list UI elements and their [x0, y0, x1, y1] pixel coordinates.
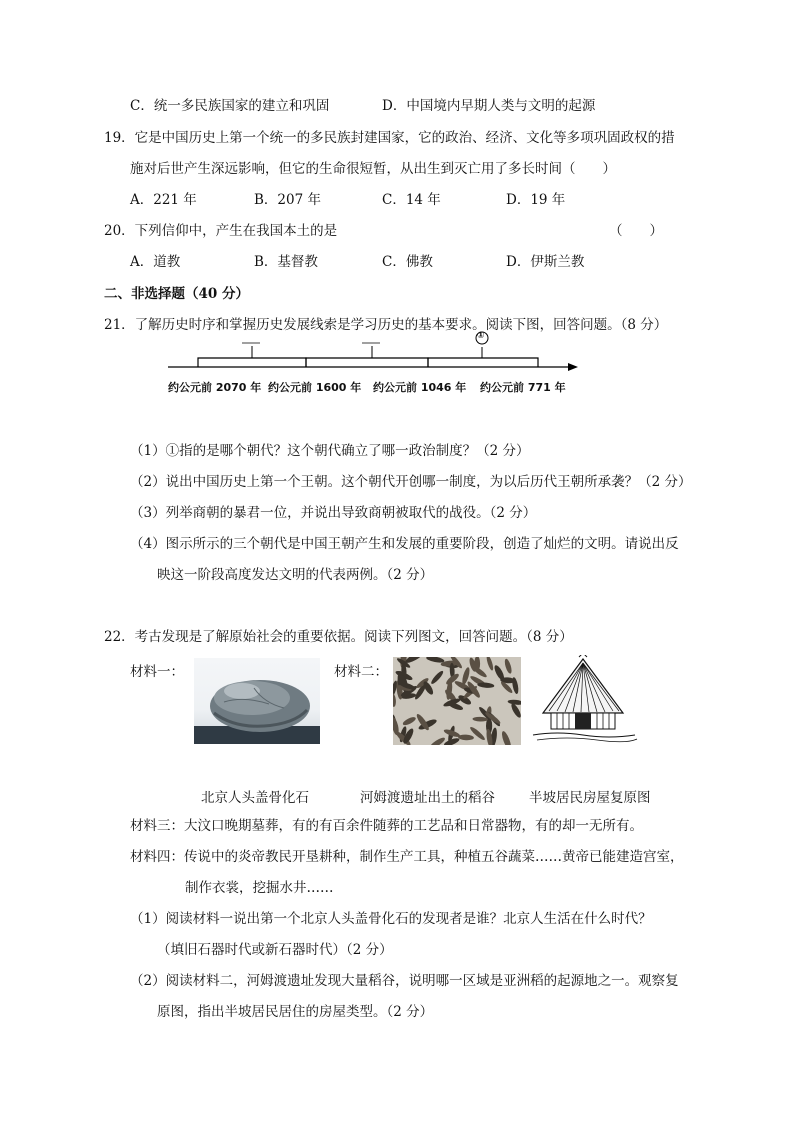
- q22-sub1-line1: （1）阅读材料一说出第一个北京人头盖骨化石的发现者是谁？北京人生活在什么时代？: [130, 911, 652, 927]
- timeline-arrowhead: [568, 363, 578, 371]
- material3-text: 材料三：大汶口晚期墓葬，有的有百余件随葬的工艺品和日常器物，有的却一无所有。: [130, 818, 643, 834]
- q19-stem-line2: 施对后世产生深远影响，但它的生命很短暂，从出生到灭亡用了多长时间（ ）: [130, 161, 616, 177]
- timeline-label-1: 约公元前 2070 年: [168, 381, 262, 394]
- material2-label: 材料二：: [334, 664, 388, 680]
- q20-option-d: D．伊斯兰教: [506, 254, 585, 270]
- q19-option-b: B．207 年: [254, 192, 321, 208]
- rice-grain: [485, 657, 494, 671]
- caption-rice: 河姆渡遗址出土的稻谷: [360, 790, 495, 806]
- material1-label: 材料一：: [130, 664, 184, 680]
- q19-option-a: A．221 年: [130, 192, 197, 208]
- q21-sub4-line1: （4）图示所示的三个朝代是中国王朝产生和发展的重要阶段，创造了灿烂的文明。请说出反: [130, 536, 679, 552]
- caption-skull: 北京人头盖骨化石: [201, 790, 309, 806]
- q22-sub2-line1: （2）阅读材料二，河姆渡遗址发现大量稻谷，说明哪一区域是亚洲稻的起源地之一。观察复: [130, 973, 679, 989]
- q18-option-d: D．中国境内早期人类与文明的起源: [382, 98, 596, 114]
- q21-sub1: （1）①指的是哪个朝代？这个朝代确立了哪一政治制度？（2 分）: [130, 443, 530, 459]
- q19-option-d: D．19 年: [506, 192, 566, 208]
- rice-grain: [493, 664, 506, 682]
- skull-fossil-image: [194, 658, 320, 744]
- rice-grain: [430, 669, 445, 685]
- timeline-diagram: [160, 330, 585, 400]
- material4-line1: 材料四：传说中的炎帝教民开垦耕种，制作生产工具，种植五谷蔬菜……黄帝已能建造宫室，: [130, 849, 684, 865]
- q20-option-a: A．道教: [130, 254, 181, 270]
- segment-shang: [306, 358, 428, 367]
- rice-grain: [402, 715, 417, 726]
- q20-stem: 20．下列信仰中，产生在我国本土的是: [104, 223, 338, 239]
- q21-sub2: （2）说出中国历史上第一个王朝。这个朝代开创哪一制度，为以后历代王朝所承袭？（2 分）: [130, 474, 692, 490]
- q21-sub3: （3）列举商朝的暴君一位，并说出导致商朝被取代的战役。（2 分）: [130, 505, 537, 521]
- q20-option-c: C．佛教: [382, 254, 433, 270]
- q19-stem-line1: 19．它是中国历史上第一个统一的多民族封建国家，它的政治、经济、文化等多项巩固政权的措: [104, 130, 675, 146]
- rice-grain: [500, 730, 513, 745]
- q20-option-b: B．基督教: [254, 254, 318, 270]
- segment-xia: [198, 358, 306, 367]
- timeline-label-3: 约公元前 1046 年: [373, 381, 467, 394]
- q18-option-c: C．统一多民族国家的建立和巩固: [130, 98, 330, 114]
- rice-grain: [458, 734, 474, 740]
- rice-grain: [503, 658, 512, 674]
- q21-sub4-line2: 映这一阶段高度发达文明的代表两例。（2 分）: [157, 567, 434, 583]
- timeline-label-4: 约公元前 771 年: [480, 381, 566, 394]
- rice-grains-image: [393, 657, 521, 745]
- timeline-label-2: 约公元前 1600 年: [268, 381, 362, 394]
- timeline-circled-marker: ①: [477, 331, 485, 341]
- banpo-house-image: [527, 655, 639, 745]
- rice-grain: [393, 693, 397, 708]
- q22-sub1-line2: （填旧石器时代或新石器时代）（2 分）: [157, 942, 393, 958]
- caption-house: 半坡居民房屋复原图: [529, 790, 651, 806]
- material4-line2: 制作衣裳，挖掘水井……: [185, 880, 334, 896]
- segment-zhou: [428, 358, 538, 367]
- q21-stem: 21．了解历史时序和掌握历史发展线索是学习历史的基本要求。阅读下图，回答问题。（8 分）: [104, 317, 668, 333]
- rice-grain: [472, 717, 488, 722]
- q22-stem: 22．考古发现是了解原始社会的重要依据。阅读下列图文，回答问题。（8 分）: [104, 629, 573, 645]
- q20-answer-bracket: （ ）: [609, 223, 663, 239]
- rice-grain: [429, 736, 447, 745]
- section-heading: 二、非选择题（40 分）: [104, 286, 249, 302]
- q19-option-c: C．14 年: [382, 192, 441, 208]
- q22-sub2-line2: 原图，指出半坡居民居住的房屋类型。（2 分）: [157, 1004, 434, 1020]
